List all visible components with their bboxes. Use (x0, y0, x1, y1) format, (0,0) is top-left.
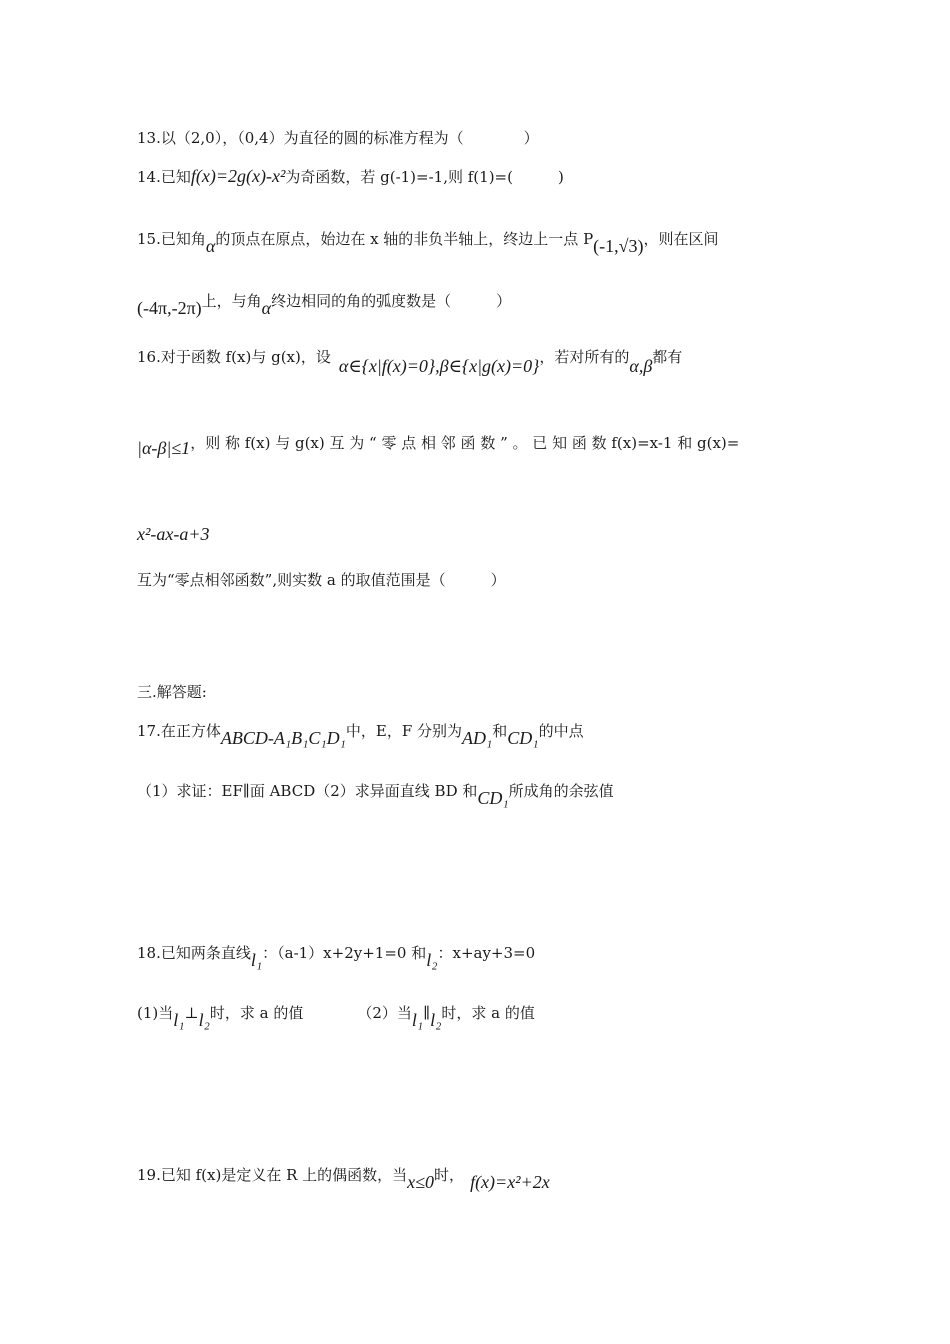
question-14-formula: f(x)=2g(x)-x² (190, 166, 286, 186)
line-l1-p2: l₁ (411, 1010, 424, 1030)
question-17-part-suffix: 所成角的余弦值 (508, 782, 614, 800)
question-15-prefix: 15.已知角 (137, 230, 206, 248)
question-16-line-1 (137, 346, 683, 376)
alpha-symbol-2: α (261, 298, 272, 318)
cube-name: ABCD-A₁B₁C₁D₁ (220, 728, 346, 748)
alpha-beta: α,β (629, 356, 653, 376)
part-1-suffix: 时，求 a 的值 (209, 1004, 304, 1022)
alpha-symbol: α (205, 236, 216, 256)
line-l1-p1: l₁ (173, 1010, 185, 1030)
question-13-text: 13.以（2,0），（0,4）为直径的圆的标准方程为（ ） (137, 129, 539, 147)
question-15-line2-suffix: 终边相同的角的弧度数是（ ） (271, 292, 512, 310)
question-16-line4-text: 互为“零点相邻函数”,则实数 a 的取值范围是（ ） (137, 571, 506, 589)
question-17-and: 和 (492, 722, 508, 740)
question-19-prefix: 19.已知 f(x)是定义在 R 上的偶函数，当 (137, 1166, 408, 1184)
question-17-suffix: 的中点 (538, 722, 584, 740)
question-17-part-text: （1）求证：EF∥面 ABCD（2）求异面直线 BD 和 (137, 782, 478, 800)
neighbor-condition: |α-β|≤1 (137, 438, 191, 458)
line-l2-p2: l₂ (430, 1010, 442, 1030)
part-2-suffix: 时，求 a 的值 (441, 1004, 535, 1022)
question-19-mid: 时， (434, 1166, 465, 1184)
question-18-eq1: ：（a-1）x+2y+1=0 和 (262, 944, 427, 962)
question-16-prefix: 16.对于函数 f(x)与 g(x)，设 (137, 348, 331, 366)
segment-ad1: AD₁ (462, 728, 493, 748)
question-15-suffix: ，则在区间 (643, 230, 719, 248)
question-14-suffix: 为奇函数，若 g(-1)=-1,则 f(1)=( ) (285, 168, 564, 186)
question-16-line-3 (137, 524, 210, 545)
line-l1: l₁ (250, 950, 263, 970)
question-16-line2-text: ，则 称 f(x) 与 g(x) 互 为 “ 零 点 相 邻 函 数 ” 。 已 知 函 数 f(x)=x-1 和 g(x)= (190, 434, 740, 452)
question-15-mid: 的顶点在原点，始边在 x 轴的非负半轴上，终边上一点 P (215, 230, 594, 248)
question-16-line-4 (137, 570, 506, 590)
point-p: (-1,√3) (593, 236, 644, 256)
question-15-line-1 (137, 228, 719, 256)
question-18-eq2: ：x+ay+3=0 (437, 944, 536, 962)
question-17-parts (137, 780, 614, 808)
line-l2-p1: l₂ (198, 1010, 210, 1030)
question-15-line-2 (137, 290, 512, 318)
domain-condition: x≤0 (407, 1172, 435, 1192)
question-16-mid: ，若对所有的 (539, 348, 630, 366)
question-19 (137, 1164, 550, 1192)
segment-cd1-2: CD₁ (477, 788, 509, 808)
part-1-prefix: (1)当 (137, 1004, 174, 1022)
line-l2: l₂ (426, 950, 438, 970)
section-3-title: 三.解答题: (137, 683, 207, 701)
part-2-prefix: （2）当 (357, 1004, 412, 1022)
question-17 (137, 720, 584, 748)
question-16-suffix: 都有 (652, 348, 683, 366)
function-f: f(x)=x²+2x (470, 1172, 550, 1192)
interval: (-4π,-2π) (137, 298, 202, 318)
question-17-mid: 中，E，F 分别为 (345, 722, 463, 740)
question-15-line2-mid: 上，与角 (201, 292, 262, 310)
question-13 (137, 128, 539, 148)
perp-symbol: ⊥ (184, 1004, 199, 1022)
question-17-prefix: 17.在正方体 (137, 722, 221, 740)
question-18-prefix: 18.已知两条直线 (137, 944, 251, 962)
segment-cd1: CD₁ (507, 728, 539, 748)
parallel-symbol: ∥ (423, 1004, 431, 1022)
function-g: x²-ax-a+3 (137, 524, 210, 544)
question-18 (137, 942, 536, 970)
zero-sets: α∈{x|f(x)=0},β∈{x|g(x)=0} (338, 356, 540, 376)
question-18-parts (137, 1002, 535, 1030)
section-title (137, 682, 207, 702)
question-14-prefix: 14.已知 (137, 168, 191, 186)
question-14 (137, 166, 564, 187)
question-16-line-2 (137, 432, 740, 458)
